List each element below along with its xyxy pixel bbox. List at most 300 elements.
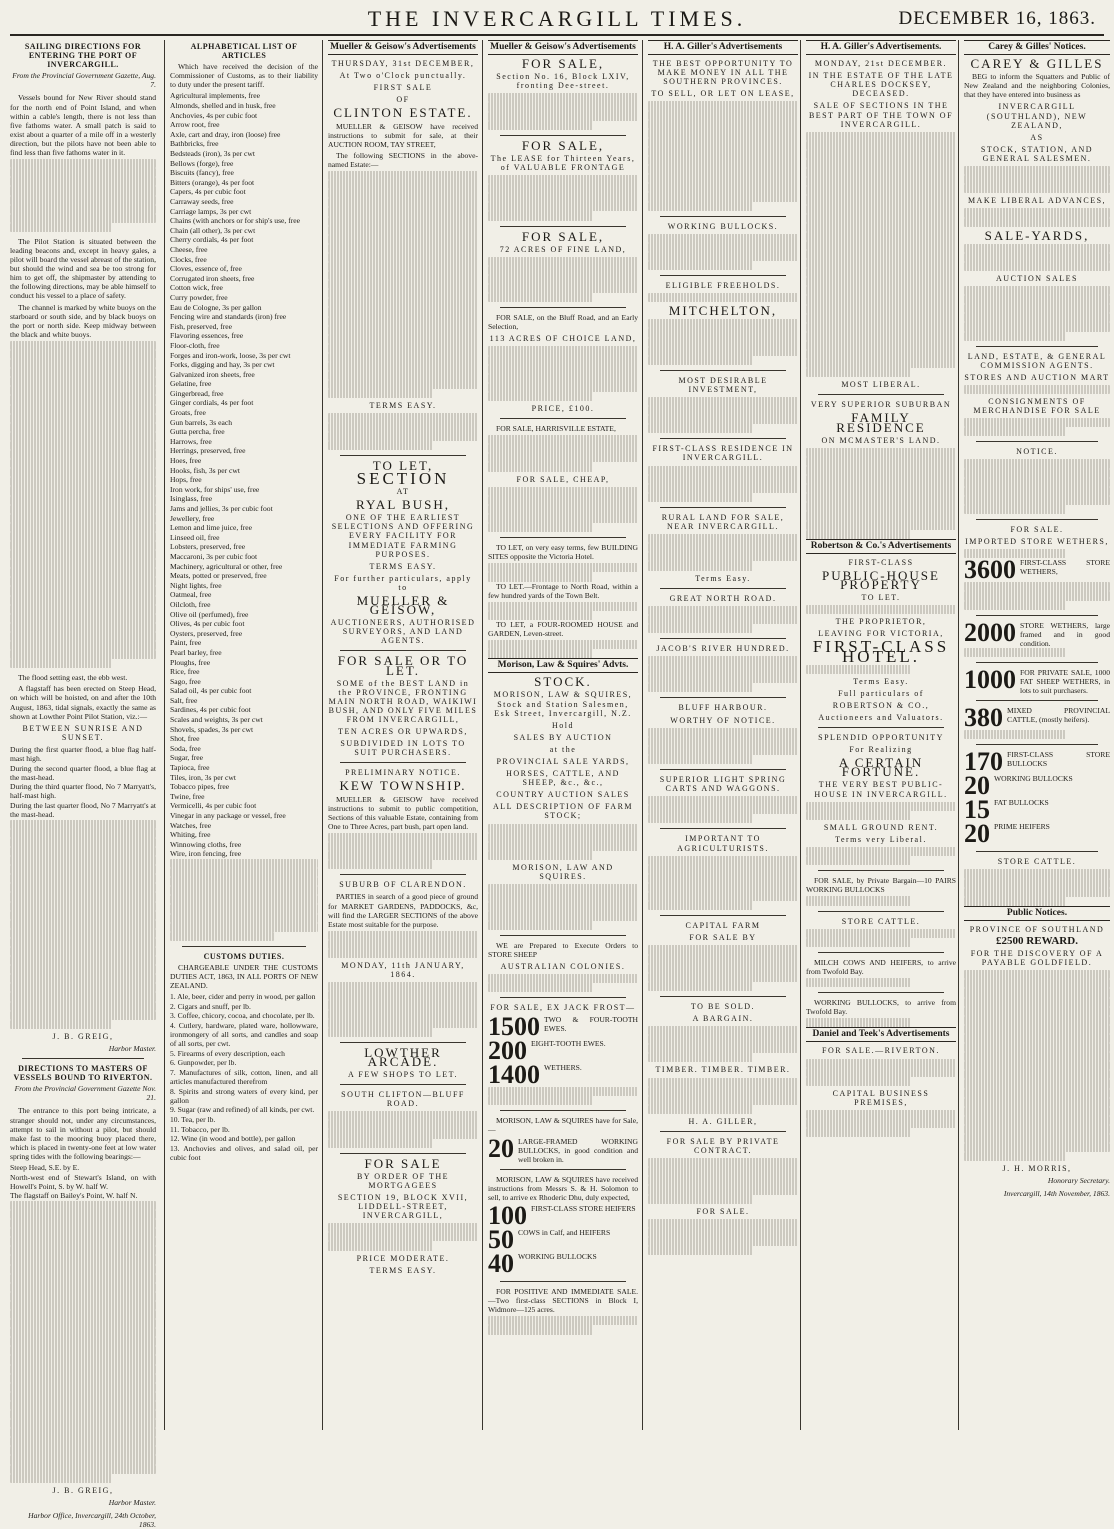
stock-count: 200 <box>488 1036 527 1066</box>
text-line <box>488 1096 593 1105</box>
list-item: 9. Sugar (raw and refined) of all kinds, per cwt. <box>170 1105 315 1115</box>
list-item: Carriage lamps, 3s per cwt <box>170 206 252 216</box>
text-line <box>10 368 156 377</box>
list-item: Lemon and lime juice, free <box>170 523 253 533</box>
section-header: Morison, Law & Squires' Advts. <box>488 658 638 673</box>
text-line <box>10 559 156 568</box>
text-line <box>648 415 798 424</box>
paragraph: BEG to inform the Squatters and Public of New Zealand and the neighboring Colonies, that they have entered into business as <box>964 72 1110 100</box>
list-item: Tobacco pipes, free <box>170 782 230 792</box>
text-line <box>488 266 638 275</box>
stock-count: 1000 <box>964 664 1016 694</box>
text-line <box>964 979 1110 988</box>
text-line <box>328 413 478 422</box>
list-item: Linseed oil, free <box>170 532 220 542</box>
text-line <box>10 1301 156 1310</box>
text-line <box>328 842 478 851</box>
text-line <box>648 147 798 156</box>
text-line <box>806 484 956 493</box>
ad-heading: FOR SALE BY PRIVATE CONTRACT. <box>666 1137 780 1156</box>
text-line <box>806 205 956 214</box>
text-line <box>328 389 433 398</box>
text-line <box>488 392 593 401</box>
ad-title: SALE-YARDS, <box>984 227 1090 243</box>
text-line <box>328 171 478 180</box>
text-line <box>488 505 638 514</box>
text-line <box>10 1428 156 1437</box>
list-item: Cloves, essence of, free <box>170 264 242 274</box>
ad-text: SECTION 19, BLOCK XVII, LIDDELL-STREET, INVERCARGILL, <box>337 1192 469 1221</box>
text-line <box>488 572 593 581</box>
paragraph: The flood setting east, the ebb west. <box>18 673 128 683</box>
stock-description: FIRST-CLASS STORE HEIFERS <box>531 1204 636 1214</box>
text-line <box>648 1246 753 1255</box>
column-giller-1 <box>642 40 802 1430</box>
ad-title: SECTION <box>356 468 450 488</box>
text-line <box>964 1070 1110 1079</box>
text-line <box>10 1355 156 1364</box>
signature-name: J. H. MORRIS, <box>1002 1164 1072 1174</box>
text-line <box>806 277 956 286</box>
text-line <box>10 550 156 559</box>
text-line <box>964 1152 1066 1161</box>
text-line <box>10 423 156 432</box>
text-line <box>328 344 478 353</box>
text-line <box>488 842 638 851</box>
paragraph: FOR SALE, HARRISVILLE ESTATE, <box>496 424 616 434</box>
text-line <box>806 241 956 250</box>
text-line <box>648 129 798 138</box>
ad-heading: IMPORTANT TO AGRICULTURISTS. <box>677 834 769 853</box>
list-item: Jams and jellies, 3s per cubic foot <box>170 504 273 513</box>
ad-heading: JACOB'S RIVER HUNDRED. <box>656 643 790 653</box>
text-line <box>648 234 798 243</box>
text-line <box>488 1087 638 1096</box>
list-item: Almonds, shelled and in husk, free <box>170 101 276 111</box>
text-line <box>648 796 798 805</box>
ad-text: Section No. 16, Block LXIV, fronting Dee-street. <box>496 72 630 91</box>
text-line <box>648 1228 798 1237</box>
list-item: Hops, free <box>170 475 202 485</box>
list-item: 5. Firearms of every description, each <box>170 1048 285 1058</box>
dateline: Harbor Office, Invercargill, 24th October, 1863. <box>28 1510 156 1529</box>
ad-title: KEW TOWNSHIP. <box>339 778 467 794</box>
text-line <box>10 432 156 441</box>
list-item: 3. Coffee, chicory, cocoa, and chocolate, per lb. <box>170 1011 315 1021</box>
list-item: 7. Manufactures of silk, cotton, linen, and all articles manufactured therefrom <box>170 1067 318 1087</box>
text-line <box>964 286 1110 295</box>
text-line <box>170 859 318 868</box>
text-line <box>648 347 798 356</box>
ad-title: RYAL BUSH, <box>356 497 450 513</box>
text-line <box>170 923 318 932</box>
ad-heading: MAKE LIBERAL ADVANCES, <box>967 196 1107 206</box>
text-line <box>328 1028 433 1037</box>
ad-heading: FOR SALE. <box>1010 525 1064 535</box>
text-line <box>648 328 798 337</box>
text-line <box>10 650 156 659</box>
list-item: Bathbricks, free <box>170 139 219 149</box>
stock-description: WORKING BULLOCKS <box>994 774 1073 784</box>
terms-label: Terms Easy. <box>695 573 751 583</box>
list-item: Floor-cloth, free <box>170 340 220 350</box>
text-line <box>488 275 638 284</box>
text-line <box>488 514 638 523</box>
text-line <box>648 101 798 110</box>
text-line <box>10 532 156 541</box>
list-item: Jewellery, free <box>170 513 215 523</box>
text-line <box>10 1283 156 1292</box>
text-line <box>10 938 156 947</box>
paragraph: The entrance to this port being intricate, a stranger should not, under any circumstances, attempt to sail in without a pilot, but should make fast to the mooring buoy placed there, which is placed in twenty-one feet at low water spring tides with the following bearings:— <box>10 1106 156 1161</box>
text-line <box>488 193 638 202</box>
text-line <box>648 901 753 910</box>
stock-count: 1500 <box>488 1012 540 1042</box>
reward-amount: £2500 REWARD. <box>996 935 1078 947</box>
text-line <box>964 1016 1110 1025</box>
text-line <box>964 1125 1110 1134</box>
text-line <box>10 1002 156 1011</box>
text-line <box>964 869 1110 878</box>
stock-count: 20 <box>488 1133 514 1163</box>
list-item: Paint, free <box>170 638 202 648</box>
paragraph: FOR SALE, on the Bluff Road, and an Early Selection, <box>488 313 638 332</box>
text-line <box>648 955 798 964</box>
section-header: Mueller & Geisow's Advertisements <box>488 40 638 55</box>
sailing-directions-heading: SAILING DIRECTIONS FOR ENTERING THE PORT OF INVERCARGILL. <box>24 42 142 70</box>
text-line <box>488 462 593 471</box>
text-line <box>964 1007 1110 1016</box>
text-line <box>648 624 753 633</box>
text-line <box>328 198 478 207</box>
paragraph: MUELLER & GEISOW have received instructions to submit to public competition, Sections of this valuable Estate, containing from One to Three Acres, part bush, part open land. <box>328 794 478 831</box>
terms-label: TERMS EASY. <box>369 561 437 571</box>
list-item: Capers, 4s per cubic foot <box>170 187 246 197</box>
ad-title: FIRST-CLASS HOTEL. <box>812 637 950 666</box>
subheading: BETWEEN SUNRISE AND SUNSET. <box>22 723 144 742</box>
text-line <box>648 1167 798 1176</box>
ad-heading: FIRST-CLASS RESIDENCE IN INVERCARGILL. <box>652 444 794 463</box>
text-line <box>806 232 956 241</box>
text-line <box>806 1077 911 1086</box>
text-line <box>964 244 1110 253</box>
list-item: Vinegar in any package or vessel, free <box>170 811 286 820</box>
text-line <box>806 250 956 259</box>
text-line <box>10 477 156 486</box>
list-item: 2. Cigars and snuff, per lb. <box>170 1001 251 1011</box>
text-line <box>10 1446 156 1455</box>
text-line <box>648 493 753 502</box>
masthead <box>0 0 1114 38</box>
text-line <box>10 214 156 223</box>
bearings-list <box>10 1163 156 1200</box>
list-item: Scales and weights, 3s per cwt <box>170 715 263 725</box>
text-line <box>10 1265 156 1274</box>
list-item: Tapioca, free <box>170 763 210 773</box>
ad-heading: THE BEST OPPORTUNITY TO MAKE MONEY IN ALL THE SOUTHERN PROVINCES. <box>652 59 794 87</box>
ad-heading: SOUTH CLIFTON—BLUFF ROAD. <box>341 1090 465 1109</box>
text-line <box>964 970 1110 979</box>
text-line <box>806 811 911 820</box>
text-line <box>10 1465 156 1474</box>
text-line <box>10 586 156 595</box>
list-item: Winnowing cloths, free <box>170 839 242 849</box>
stock-count: 40 <box>488 1249 514 1279</box>
list-item: Wire, iron fencing, free <box>170 849 242 859</box>
text-line <box>806 896 911 905</box>
text-line <box>170 895 318 904</box>
list-item: Cheese, free <box>170 244 208 254</box>
text-line <box>648 746 798 755</box>
text-line <box>10 1401 156 1410</box>
ad-text: PRICE MODERATE. <box>356 1253 450 1263</box>
section-header: Mueller & Geisow's Advertisements <box>328 40 478 55</box>
list-item: Forges and iron-work, loose, 3s per cwt <box>170 350 291 360</box>
text-line <box>10 956 156 965</box>
ad-title: CLINTON ESTATE. <box>333 105 473 121</box>
text-line <box>10 820 156 829</box>
ad-heading: MOST DESIRABLE INVESTMENT, <box>678 375 768 394</box>
list-item: Shot, free <box>170 734 200 744</box>
text-line <box>648 252 798 261</box>
text-line <box>648 120 798 129</box>
ad-heading: FIRST SALE <box>373 83 433 93</box>
text-line <box>964 591 1110 600</box>
text-line <box>328 1129 478 1138</box>
text-line <box>648 1078 798 1087</box>
ad-heading: LAND, ESTATE, & GENERAL COMMISSION AGENTS. <box>967 351 1107 370</box>
text-line <box>10 159 156 168</box>
text-line <box>964 385 1110 394</box>
text-line <box>10 568 156 577</box>
paragraph: FOR SALE, by Private Bargain—10 PAIRS WORKING BULLOCKS <box>806 876 956 895</box>
paragraph: The channel is marked by white buoys on the starboard or south side, and by black buoys on the port or north side. Keep midway between the black and white buoys. <box>10 302 156 339</box>
text-line <box>10 341 156 350</box>
ad-heading: FOR SALE, <box>521 228 605 244</box>
text-line <box>10 992 156 1001</box>
text-line <box>328 180 478 189</box>
stock-count: 100 <box>488 1201 527 1231</box>
text-line <box>328 235 478 244</box>
paragraph: The Pilot Station is situated between the leading beacons and, except in heavy gales, a pilot will board the vessel abreast of the station, but should the wind and sea be too strong for him to get off, the shipmaster by attending to the following directions, may be able himself to conduct his vessel to a place of safety. <box>10 236 156 301</box>
text-line <box>964 469 1110 478</box>
ad-heading: SMALL GROUND RENT. <box>823 822 939 832</box>
text-line <box>648 111 798 120</box>
ad-heading: FOR SALE, CHEAP, <box>516 474 610 484</box>
text-line <box>964 1107 1110 1116</box>
paragraph: MORISON, LAW & SQUIRES have for Sale,— <box>488 1116 638 1135</box>
text-line <box>10 911 156 920</box>
text-line <box>806 856 911 865</box>
text-line <box>648 1195 753 1204</box>
text-line <box>10 1255 156 1264</box>
text-line <box>328 271 478 280</box>
list-item: Forks, digging and hay, 3s per cwt <box>170 360 275 370</box>
text-line <box>806 195 956 204</box>
text-line <box>648 728 798 737</box>
list-item: Whiting, free <box>170 830 211 840</box>
text-line <box>648 174 798 183</box>
ad-heading: FOR SALE. <box>696 1206 750 1216</box>
text-line <box>10 1419 156 1428</box>
text-line <box>648 606 798 615</box>
text-line <box>648 1053 753 1062</box>
text-line <box>806 665 911 674</box>
text-line <box>10 965 156 974</box>
text-line <box>806 141 956 150</box>
sale-date: THURSDAY, 31st DECEMBER, <box>331 59 475 69</box>
text-line <box>170 904 318 913</box>
stock-count: 20 <box>964 819 990 849</box>
paragraph: CHARGEABLE UNDER THE CUSTOMS DUTIES ACT, 1863, IN ALL PORTS OF NEW ZEALAND. <box>170 962 318 991</box>
text-line <box>964 505 1066 514</box>
list-item: Bitters (orange), 4s per foot <box>170 177 255 187</box>
text-line <box>328 335 478 344</box>
text-line <box>648 805 798 814</box>
text-line <box>10 1310 156 1319</box>
text-line <box>10 920 156 929</box>
terms-label: TERMS EASY. <box>369 1265 437 1275</box>
ad-text: BY ORDER OF THE MORTGAGEES <box>356 1171 450 1190</box>
text-line <box>488 902 638 911</box>
ad-text: MORISON, LAW & SQUIRES, Stock and Station Salesmen, Esk Street, Invercargill, N.Z. <box>493 690 633 718</box>
list-item: Olives, 4s per cubic foot <box>170 619 245 629</box>
text-line <box>488 1325 593 1334</box>
text-line <box>648 755 753 764</box>
text-line <box>328 860 433 869</box>
text-line <box>10 1292 156 1301</box>
ad-text: HORSES, CATTLE, AND SHEEP, &c., &c., <box>506 769 620 788</box>
stock-count: 2000 <box>964 617 1016 647</box>
text-line <box>10 541 156 550</box>
ad-text: PROVINCIAL SALE YARDS, <box>496 757 630 766</box>
text-line <box>806 214 956 223</box>
text-line <box>10 205 156 214</box>
stock-count: 20 <box>964 771 990 801</box>
list-item: Soda, free <box>170 743 201 753</box>
ad-heading: FOR SALE, EX JACK FROST— <box>490 1003 636 1013</box>
sale-date: MONDAY, 11th JANUARY, 1864. <box>341 961 465 980</box>
text-line <box>648 1185 798 1194</box>
ad-heading: BLUFF HARBOUR. <box>678 703 768 713</box>
text-line <box>806 1018 911 1027</box>
list-item: 12. Wine (in wood and bottle), per gallon <box>170 1134 296 1144</box>
text-line <box>964 730 1066 739</box>
list-item: Anchovies, 4s per cubic foot <box>170 110 258 120</box>
text-line <box>10 496 156 505</box>
list-item: Bellows (forge), free <box>170 158 234 168</box>
section-header: H. A. Giller's Advertisements. <box>806 40 956 55</box>
text-line <box>964 888 1110 897</box>
stock-description: FAT BULLOCKS <box>994 798 1049 808</box>
text-line <box>488 435 638 444</box>
stock-description: FOR PRIVATE SALE, 1000 FAT SHEEP WETHERS, in lots to suit purchasers. <box>1020 667 1110 696</box>
ad-heading: SALE OF SECTIONS IN THE BEST PART OF THE TOWN OF INVERCARGILL. <box>808 101 954 129</box>
text-line <box>170 932 274 941</box>
text-line <box>10 902 156 911</box>
list-item: Bedsteads (iron), 3s per cwt <box>170 149 255 159</box>
text-line <box>328 380 478 389</box>
text-line <box>648 293 798 302</box>
list-item: 11. Tobacco, per lb. <box>170 1124 230 1134</box>
text-line <box>10 596 156 605</box>
stock-description: STORE WETHERS, large framed and in good condition. <box>1020 620 1110 648</box>
stock-count: 50 <box>488 1225 514 1255</box>
list-item: 10. Tea, per lb. <box>170 1114 216 1124</box>
list-item: Oilcloth, free <box>170 599 211 609</box>
text-line <box>806 530 911 539</box>
text-line <box>488 1316 638 1325</box>
text-line <box>964 313 1110 322</box>
text-line <box>806 1110 956 1119</box>
text-line <box>806 475 956 484</box>
text-line <box>488 983 593 992</box>
list-item: Sugar, free <box>170 753 204 763</box>
text-line <box>10 838 156 847</box>
text-line <box>488 284 638 293</box>
list-item: During the last quarter flood, No 7 Marryatt's at the mast-head. <box>10 801 156 820</box>
text-line <box>806 368 911 377</box>
ad-heading: FOR SALE <box>364 1155 442 1171</box>
text-line <box>648 1105 753 1114</box>
ad-heading: NOTICE. <box>1016 447 1058 457</box>
ad-heading: INVERCARGILL (SOUTHLAND), NEW ZEALAND, <box>986 102 1088 130</box>
ad-heading: RURAL LAND FOR SALE, NEAR INVERCARGILL. <box>661 512 785 532</box>
text-line <box>648 138 798 147</box>
ad-heading: STOCK, STATION, AND GENERAL SALESMEN. <box>980 144 1094 163</box>
paragraph: MILCH COWS AND HEIFERS, to arrive from Twofold Bay. <box>806 957 956 976</box>
text-line <box>328 362 478 371</box>
ad-heading: IN THE ESTATE OF THE LATE CHARLES DOCKSEY, DECEASED. <box>808 71 954 99</box>
text-line <box>488 921 593 930</box>
ad-text: 113 ACRES OF CHOICE LAND, <box>489 334 637 344</box>
text-line <box>964 1134 1110 1143</box>
ad-heading: STORE CATTLE. <box>841 916 921 926</box>
text-line <box>10 659 112 668</box>
text-line <box>806 350 956 359</box>
stock-description: EIGHT-TOOTH EWES. <box>531 1039 606 1049</box>
list-item: Arrow root, free <box>170 120 220 130</box>
stock-description: FIRST-CLASS STORE BULLOCKS <box>1007 750 1110 769</box>
newspaper-title: THE INVERCARGILL TIMES. <box>367 6 747 31</box>
text-line <box>648 973 798 982</box>
list-item: 1. Ale, beer, cider and perry in wood, per gallon <box>170 992 316 1002</box>
text-line <box>806 341 956 350</box>
text-line <box>806 177 956 186</box>
ad-text: SOME of the BEST LAND in the PROVINCE, FRONTING MAIN NORTH ROAD, WAIKIWI BUSH, AND ONLY FIVE MILES FROM INVERCARGILL, <box>328 678 478 724</box>
text-line <box>10 514 156 523</box>
list-item: Fencing wire and standards (iron) free <box>170 312 287 322</box>
text-line <box>964 1052 1110 1061</box>
text-line <box>328 253 478 262</box>
text-line <box>328 1000 478 1009</box>
ad-title: MITCHELTON, <box>668 303 778 319</box>
ad-text: PRICE, £100. <box>531 404 595 413</box>
list-item: Hooks, fish, 3s per cwt <box>170 465 241 475</box>
list-item: Olive oil (perfumed), free <box>170 609 249 619</box>
list-item: Cotton wick, free <box>170 283 223 293</box>
ad-heading: TO LET, <box>372 457 434 473</box>
paragraph: PARTIES in search of a good piece of ground for MARKET GARDENS, PADDOCKS, &c, will find the LARGER SECTIONS of the above Estate most suitable for the purpose. <box>328 892 478 929</box>
text-line <box>328 1010 478 1019</box>
gazette-source: From the Provincial Government Gazette, Aug. 7. <box>12 71 156 90</box>
signature-title: Harbor Master. <box>108 1043 156 1053</box>
ad-heading: PRELIMINARY NOTICE. <box>345 768 461 778</box>
text-line <box>10 1337 156 1346</box>
ad-text: SALES BY AUCTION <box>513 732 613 742</box>
text-line <box>964 487 1110 496</box>
customs-duties-heading: CUSTOMS DUTIES. <box>203 951 285 961</box>
